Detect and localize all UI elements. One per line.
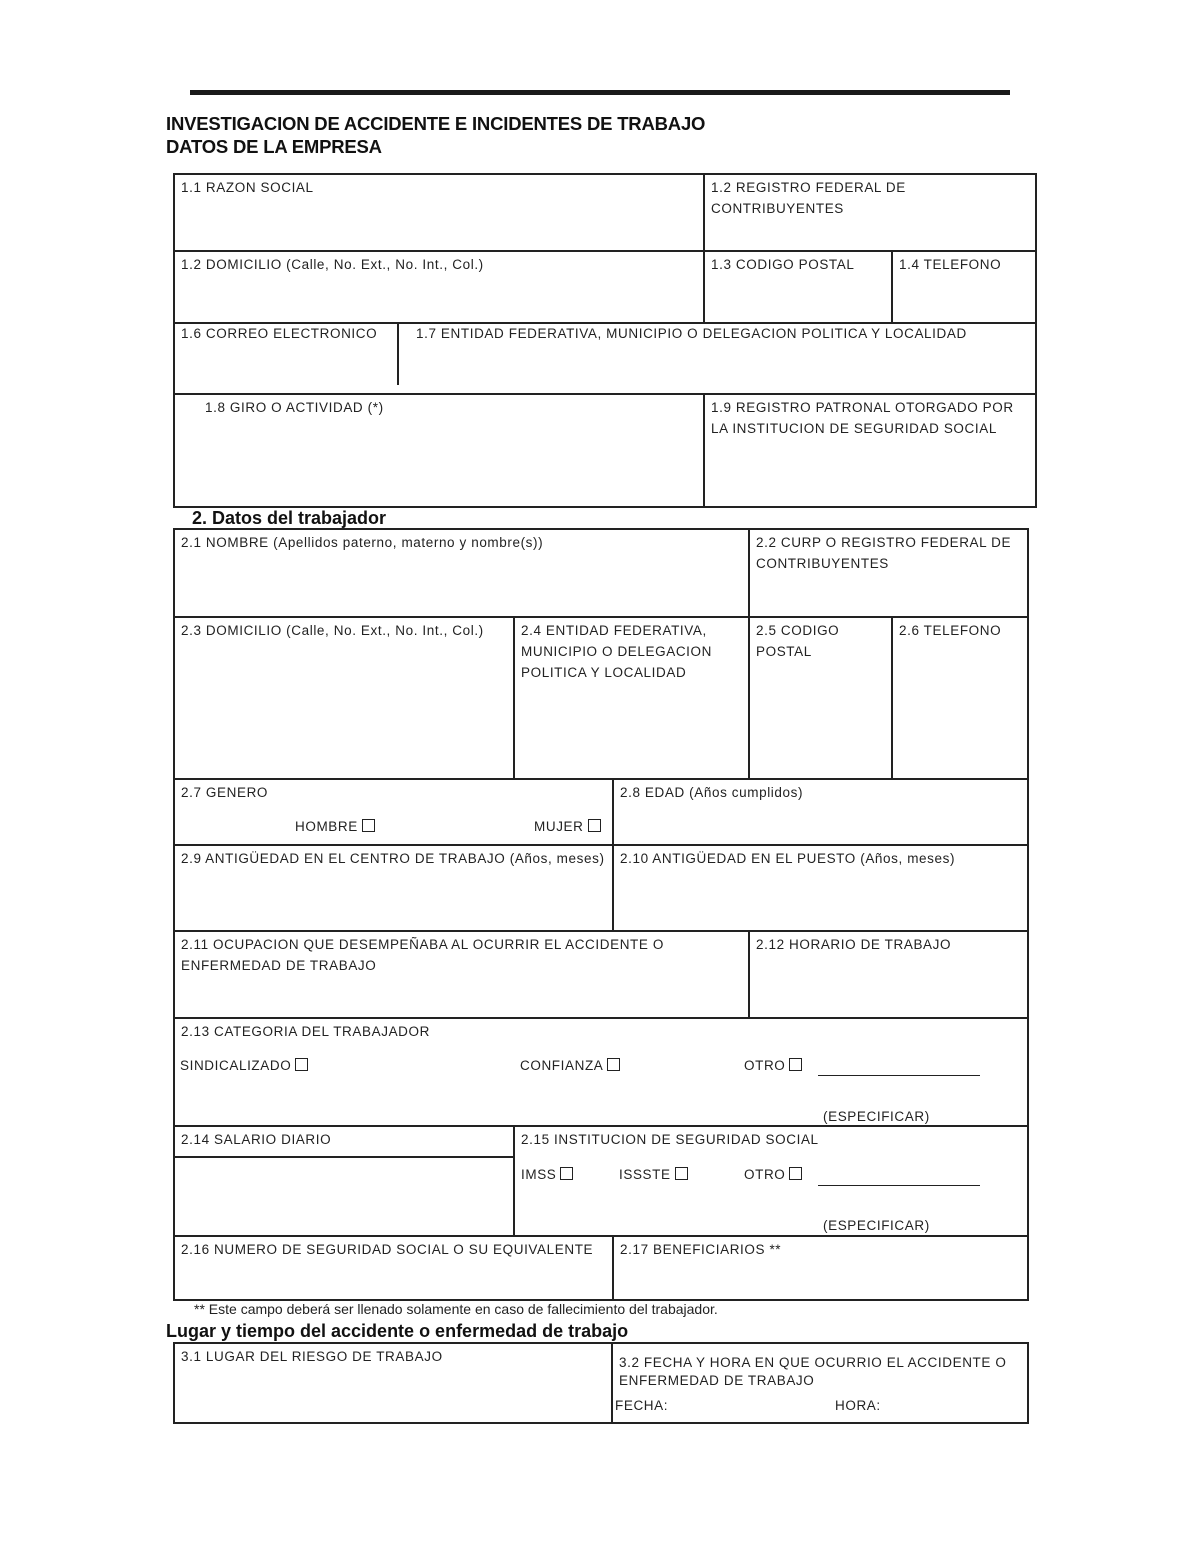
option-issste[interactable]: ISSSTE [619, 1167, 688, 1182]
field-genero: 2.7 GENERO [173, 778, 614, 846]
especificar-categoria-line[interactable] [818, 1075, 980, 1076]
divider [397, 322, 399, 385]
top-rule [190, 90, 1010, 95]
option-otro-institucion[interactable]: OTRO [744, 1167, 802, 1182]
field-curp[interactable]: 2.2 CURP O REGISTRO FEDERAL DE CONTRIBUYENTES [748, 528, 1029, 618]
field-rfc-empresa[interactable]: 1.2 REGISTRO FEDERAL DE CONTRIBUYENTES [703, 173, 1037, 252]
salario-divider [173, 1156, 515, 1158]
hora-label[interactable]: HORA: [835, 1398, 881, 1413]
field-fecha-hora[interactable]: 3.2 FECHA Y HORA EN QUE OCURRIO EL ACCIDENTE O ENFERMEDAD DE TRABAJO [611, 1342, 1029, 1424]
otro-institucion-checkbox[interactable] [789, 1167, 802, 1180]
field-categoria: 2.13 CATEGORIA DEL TRABAJADOR [173, 1017, 1029, 1127]
field-domicilio-empresa[interactable]: 1.2 DOMICILIO (Calle, No. Ext., No. Int., Col.) [173, 250, 705, 324]
imss-checkbox[interactable] [560, 1167, 573, 1180]
field-correo-empresa[interactable]: 1.6 CORREO ELECTRONICO [181, 326, 378, 341]
option-otro-categoria[interactable]: OTRO [744, 1058, 802, 1073]
especificar-categoria-label: (ESPECIFICAR) [823, 1109, 930, 1124]
section-trabajador-title: 2. Datos del trabajador [192, 508, 387, 528]
section-lugar-title: Lugar y tiempo del accidente o enfermedad de trabajo [166, 1321, 629, 1341]
field-lugar-riesgo[interactable]: 3.1 LUGAR DEL RIESGO DE TRABAJO [173, 1342, 613, 1424]
field-giro-actividad[interactable]: 1.8 GIRO O ACTIVIDAD (*) [173, 393, 705, 508]
field-telefono-empresa[interactable]: 1.4 TELEFONO [891, 250, 1037, 324]
option-sindicalizado[interactable]: SINDICALIZADO [180, 1058, 308, 1073]
option-hombre[interactable]: HOMBRE [295, 819, 375, 834]
field-institucion: 2.15 INSTITUCION DE SEGURIDAD SOCIAL [513, 1125, 1029, 1237]
field-horario[interactable]: 2.12 HORARIO DE TRABAJO [748, 930, 1029, 1019]
field-ocupacion[interactable]: 2.11 OCUPACION QUE DESEMPEÑABA AL OCURRIR EL ACCIDENTE O ENFERMEDAD DE TRABAJO [173, 930, 750, 1019]
field-edad[interactable]: 2.8 EDAD (Años cumplidos) [612, 778, 1029, 846]
field-nss[interactable]: 2.16 NUMERO DE SEGURIDAD SOCIAL O SU EQUIVALENTE [173, 1235, 614, 1301]
hombre-checkbox[interactable] [362, 819, 375, 832]
especificar-institucion-line[interactable] [818, 1185, 980, 1186]
field-domicilio-trabajador[interactable]: 2.3 DOMICILIO (Calle, No. Ext., No. Int., Col.) [173, 616, 515, 780]
field-salario[interactable]: 2.14 SALARIO DIARIO [173, 1125, 515, 1237]
field-antiguedad-puesto[interactable]: 2.10 ANTIGÜEDAD EN EL PUESTO (Años, meses) [612, 844, 1029, 932]
beneficiarios-note: ** Este campo deberá ser llenado solamente en caso de fallecimiento del trabajador. [194, 1301, 718, 1317]
option-imss[interactable]: IMSS [521, 1167, 573, 1182]
field-antiguedad-centro[interactable]: 2.9 ANTIGÜEDAD EN EL CENTRO DE TRABAJO (Años, meses) [173, 844, 614, 932]
field-beneficiarios[interactable]: 2.17 BENEFICIARIOS ** [612, 1235, 1029, 1301]
sindicalizado-checkbox[interactable] [295, 1058, 308, 1071]
field-razon-social[interactable]: 1.1 RAZON SOCIAL [173, 173, 705, 252]
field-codigo-postal-empresa[interactable]: 1.3 CODIGO POSTAL [703, 250, 893, 324]
field-codigo-postal-trabajador[interactable]: 2.5 CODIGO POSTAL [748, 616, 893, 780]
especificar-institucion-label: (ESPECIFICAR) [823, 1218, 930, 1233]
form-title: INVESTIGACION DE ACCIDENTE E INCIDENTES DE TRABAJO [166, 113, 706, 134]
field-entidad-trabajador[interactable]: 2.4 ENTIDAD FEDERATIVA, MUNICIPIO O DELEGACION POLITICA Y LOCALIDAD [513, 616, 750, 780]
field-entidad-empresa[interactable]: 1.7 ENTIDAD FEDERATIVA, MUNICIPIO O DELEGACION POLITICA Y LOCALIDAD [416, 326, 967, 341]
section-empresa-title: DATOS DE LA EMPRESA [166, 136, 382, 157]
field-telefono-trabajador[interactable]: 2.6 TELEFONO [891, 616, 1029, 780]
confianza-checkbox[interactable] [607, 1058, 620, 1071]
mujer-checkbox[interactable] [588, 819, 601, 832]
field-registro-patronal[interactable]: 1.9 REGISTRO PATRONAL OTORGADO POR LA INSTITUCION DE SEGURIDAD SOCIAL [703, 393, 1037, 508]
otro-categoria-checkbox[interactable] [789, 1058, 802, 1071]
issste-checkbox[interactable] [675, 1167, 688, 1180]
option-mujer[interactable]: MUJER [534, 819, 601, 834]
option-confianza[interactable]: CONFIANZA [520, 1058, 620, 1073]
field-nombre[interactable]: 2.1 NOMBRE (Apellidos paterno, materno y nombre(s)) [173, 528, 750, 618]
fecha-label[interactable]: FECHA: [615, 1398, 669, 1413]
